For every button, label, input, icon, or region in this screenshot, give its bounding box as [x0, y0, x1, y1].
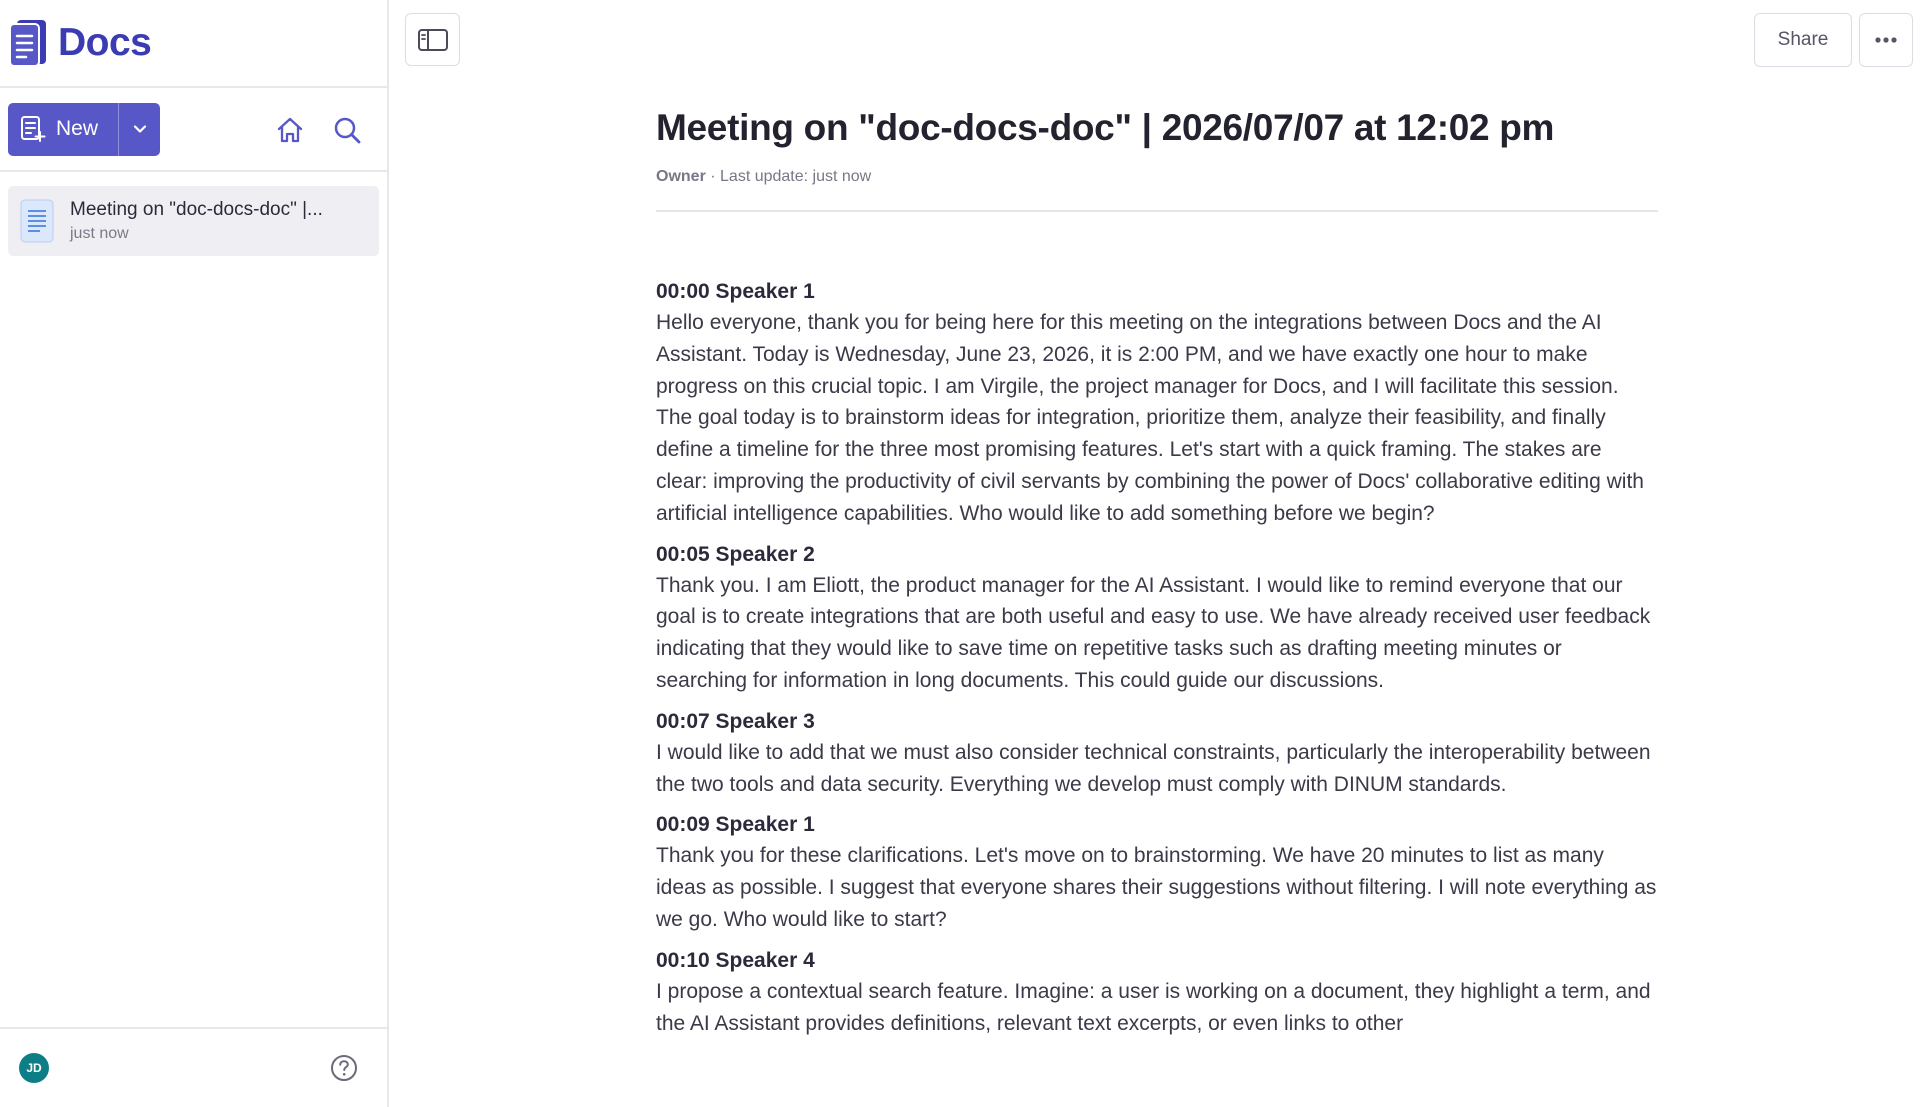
- speaker-heading: 00:09 Speaker 1: [656, 813, 815, 837]
- speaker-heading: 00:07 Speaker 3: [656, 709, 815, 733]
- transcript-entry: [656, 809, 1658, 935]
- document-list-item-updated: just now: [70, 225, 129, 242]
- transcript-paragraph: I would like to add that we must also consider technical constraints, particularly the interoperability between the two tools and data security. Everything we develop must comply with DINUM standards.: [656, 740, 1651, 796]
- new-options-dropdown[interactable]: [118, 103, 160, 156]
- brand-name[interactable]: Docs: [58, 21, 152, 64]
- document-title[interactable]: Meeting on "doc-docs-doc" | 2026/07/07 at 12:02 pm: [656, 107, 1555, 148]
- sidebar: [0, 0, 389, 1107]
- transcript-entry: [656, 276, 1658, 530]
- main-editor-area: [389, 0, 1920, 1107]
- brand-header: [0, 0, 387, 88]
- document-list-item-title: Meeting on "doc-docs-doc" |...: [70, 199, 323, 220]
- last-update-text: · Last update: just now: [705, 168, 872, 185]
- search-button[interactable]: [327, 110, 367, 150]
- document-icon: [20, 199, 54, 243]
- transcript-paragraph: Thank you. I am Eliott, the product manager for the AI Assistant. I would like to remind everyone that our goal is to create integrations that are both useful and easy to use. We have already received user feedback indicating that they would like to save time on repetitive tasks such as drafting meeting minutes or searching for information in long documents. This could guide our discussions.: [656, 573, 1651, 692]
- document-list-item[interactable]: [8, 186, 379, 256]
- more-options-button[interactable]: [1859, 13, 1913, 67]
- transcript-entry: [656, 945, 1658, 1040]
- transcript-entry: [656, 706, 1658, 801]
- transcript-paragraph: I propose a contextual search feature. Imagine: a user is working on a document, they highlight a term, and the AI Assistant provides definitions, relevant text excerpts, or even links to other: [656, 979, 1651, 1035]
- owner-label: Owner: [656, 168, 706, 185]
- document-body[interactable]: [656, 276, 1658, 1039]
- transcript-entry: [656, 539, 1658, 697]
- home-icon: [275, 115, 305, 145]
- new-document-split-button: [8, 103, 160, 156]
- document: [656, 100, 1658, 1048]
- new-button-label: New: [56, 117, 99, 140]
- sidebar-footer: [0, 1027, 387, 1107]
- transcript-paragraph: Hello everyone, thank you for being here for this meeting on the integrations between Docs and the AI Assistant. Today is Wednesday, June 23, 2026, it is 2:00 PM, and we have exactly one hour to make progress on this crucial topic. I am Virgile, the project manager for Docs, and I will facilitate this session. The goal today is to brainstorm ideas for integration, prioritize them, analyze their feasibility, and finally define a timeline for the three most promising features. Let's start with a quick framing. The stakes are clear: improving the productivity of civil servants by combining the power of Docs' collaborative editing with artificial intelligence capabilities. Who would like to add something before we begin?: [656, 311, 1644, 525]
- speaker-heading: 00:00 Speaker 1: [656, 280, 815, 303]
- document-list: [0, 172, 387, 1027]
- document-list-item-text: [70, 199, 323, 243]
- new-document-button[interactable]: [8, 103, 118, 156]
- chevron-down-icon: [131, 120, 149, 138]
- toggle-sidebar-button[interactable]: [405, 13, 460, 66]
- search-icon: [332, 115, 362, 145]
- more-horizontal-icon: [1874, 36, 1898, 44]
- sidebar-toggle-icon: [417, 27, 449, 53]
- speaker-heading: 00:05 Speaker 2: [656, 542, 815, 566]
- speaker-heading: 00:10 Speaker 4: [656, 948, 815, 972]
- share-button[interactable]: Share: [1754, 13, 1852, 67]
- document-meta: [656, 168, 1658, 186]
- title-divider: [656, 210, 1658, 212]
- docs-logo-icon: [8, 18, 48, 68]
- new-document-icon: [20, 115, 46, 143]
- sidebar-toolbar: [0, 88, 387, 172]
- help-circle-icon[interactable]: [329, 1053, 359, 1083]
- user-avatar[interactable]: JD: [19, 1053, 49, 1083]
- home-button[interactable]: [270, 110, 310, 150]
- transcript-paragraph: Thank you for these clarifications. Let's move on to brainstorming. We have 20 minutes to list as many ideas as possible. I suggest that everyone shares their suggestions without filtering. I will note everything as we go. Who would like to start?: [656, 844, 1657, 931]
